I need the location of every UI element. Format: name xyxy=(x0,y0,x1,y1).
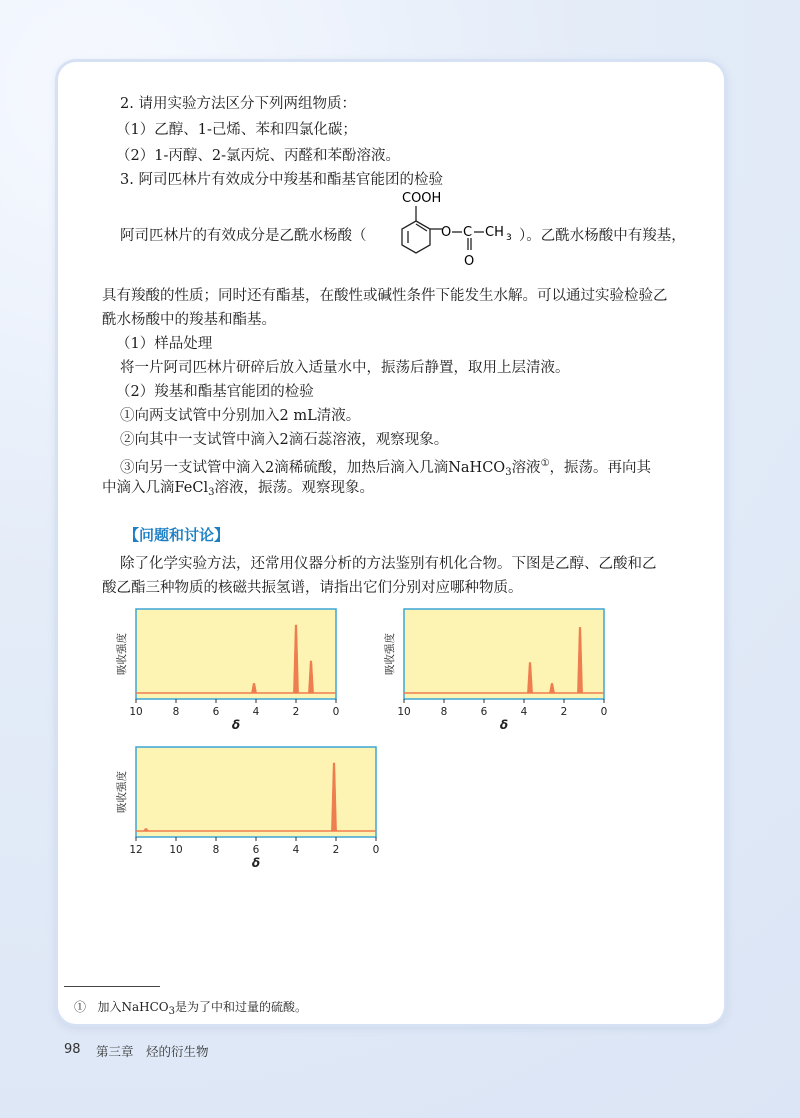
y-axis-label: 吸收强度 xyxy=(116,771,128,813)
nmr-spectrum-3 xyxy=(110,743,395,873)
intro-text-post: ）。乙酰水杨酸中有羧基， xyxy=(519,228,686,244)
sub1-text: 将一片阿司匹林片研碎后放入适量水中，振荡后静置，取用上层清液。 xyxy=(120,360,570,376)
x-tick-label: 4 xyxy=(520,706,528,718)
x-tick-label: 2 xyxy=(292,706,300,718)
discussion-para-line1: 除了化学实验方法，还常用仪器分析的方法鉴别有机化合物。下图是乙醇、乙酸和乙 xyxy=(120,556,657,572)
continuation-line1: 具有羧酸的性质；同时还有酯基，在酸性或碱性条件下能发生水解。可以通过实验检验乙 xyxy=(102,288,668,304)
methyl-subscript: 3 xyxy=(506,233,512,243)
chapter-title: 第三章 烃的衍生物 xyxy=(96,1044,209,1059)
plot-area xyxy=(136,747,376,837)
sub1-heading: （1）样品处理 xyxy=(116,336,213,352)
plot-area xyxy=(404,609,604,699)
benzene-ring xyxy=(402,221,430,253)
x-tick-label: 10 xyxy=(397,706,411,718)
discussion-para-line2: 酸乙酯三种物质的核磁共振氢谱，请指出它们分别对应哪种物质。 xyxy=(102,580,523,596)
nmr-spectrum-1 xyxy=(110,605,360,735)
ester-oxygen-label: O xyxy=(441,225,452,240)
x-tick-label: 8 xyxy=(212,844,220,856)
methyl-label: CH xyxy=(485,225,504,240)
x-tick-label: 4 xyxy=(252,706,260,718)
item2-line2: （2）1-丙醇、2-氯丙烷、丙醛和苯酚溶液。 xyxy=(116,148,400,164)
step1: ①向两支试管中分别加入2 mL清液。 xyxy=(120,408,361,424)
continuation-line2: 酰水杨酸中的羧基和酯基。 xyxy=(102,312,276,328)
x-tick-label: 8 xyxy=(440,706,448,718)
sub2-heading: （2）羧基和酯基官能团的检验 xyxy=(116,384,314,400)
intro-text-pre: 阿司匹林片的有效成分是乙酰水杨酸（ xyxy=(120,228,367,244)
x-tick-label: 8 xyxy=(172,706,180,718)
x-axis-label: δ xyxy=(499,718,509,732)
item3-heading: 3. 阿司匹林片有效成分中羧基和酯基官能团的检验 xyxy=(120,172,443,188)
y-axis-label: 吸收强度 xyxy=(384,633,396,675)
x-axis-label: δ xyxy=(231,718,241,732)
x-tick-label: 0 xyxy=(600,706,608,718)
x-tick-label: 10 xyxy=(129,706,143,718)
x-tick-label: 0 xyxy=(372,844,380,856)
step2: ②向其中一支试管中滴入2滴石蕊溶液，观察现象。 xyxy=(120,432,449,448)
x-tick-label: 12 xyxy=(129,844,143,856)
x-tick-label: 4 xyxy=(292,844,300,856)
footnote: ① 加入NaHCO$_3$是为了中和过量的硫酸。 xyxy=(74,1000,307,1017)
item2-line1: （1）乙醇、1-己烯、苯和四氯化碳； xyxy=(116,122,357,138)
step3-line2: 中滴入几滴FeCl$_3$溶液，振荡。观察现象。 xyxy=(102,480,374,498)
page-number: 98 xyxy=(64,1042,81,1057)
x-tick-label: 10 xyxy=(169,844,183,856)
cooh-label: COOH xyxy=(402,191,442,206)
x-axis-label: δ xyxy=(251,856,261,870)
carbonyl-oxygen-label: O xyxy=(464,254,475,269)
x-tick-label: 2 xyxy=(560,706,568,718)
x-tick-label: 6 xyxy=(252,844,260,856)
x-tick-label: 0 xyxy=(332,706,340,718)
x-tick-label: 2 xyxy=(332,844,340,856)
nmr-spectrum-2 xyxy=(378,605,628,735)
step3-line1: ③向另一支试管中滴入2滴稀硫酸，加热后滴入几滴NaHCO$_3$溶液①，振荡。再向其 xyxy=(120,458,652,478)
y-axis-label: 吸收强度 xyxy=(116,633,128,675)
footnote-rule xyxy=(64,986,160,987)
discussion-title: 【问题和讨论】 xyxy=(124,526,230,544)
x-tick-label: 6 xyxy=(480,706,488,718)
carbonyl-carbon-label: C xyxy=(463,225,473,240)
x-tick-label: 6 xyxy=(212,706,220,718)
item2-heading: 2. 请用实验方法区分下列两组物质： xyxy=(120,96,356,112)
plot-area xyxy=(136,609,336,699)
